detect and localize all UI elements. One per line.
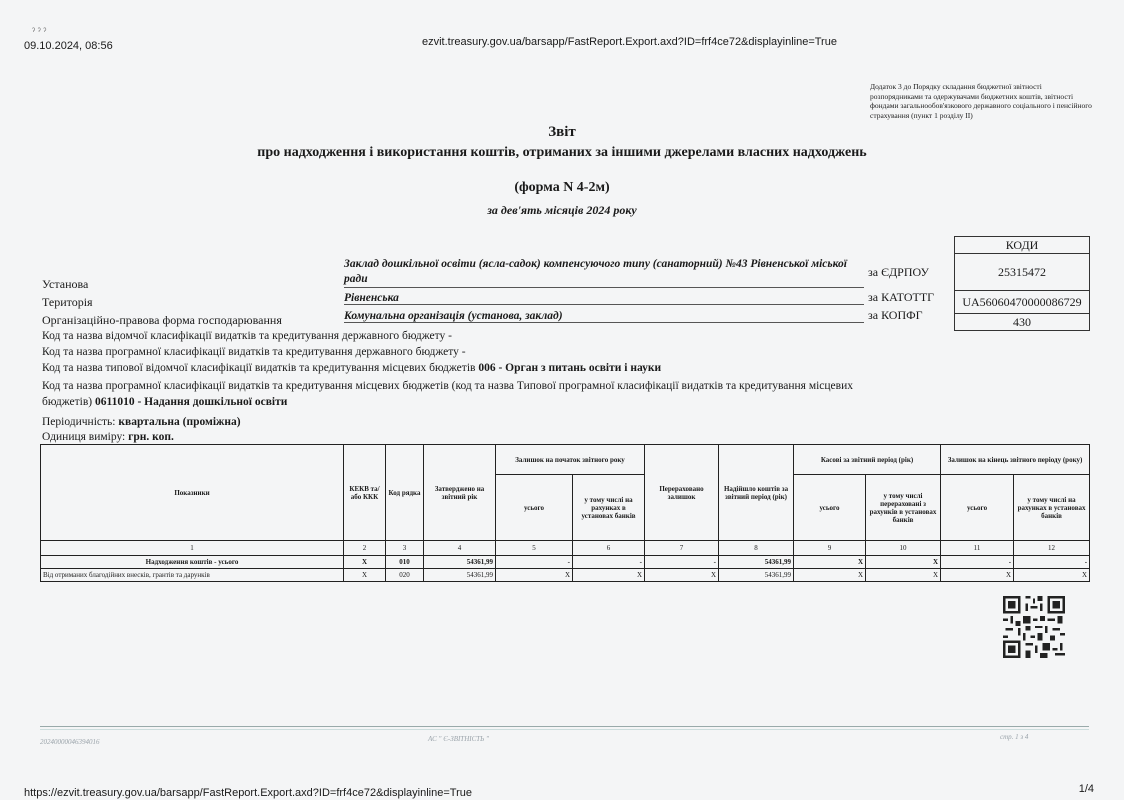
column-number-cell: 1 bbox=[41, 541, 344, 556]
code-edrpou: 25315472 bbox=[955, 253, 1089, 290]
th-cash-exp-transferred: у тому числі перераховані з рахунків в установах банків bbox=[866, 475, 941, 541]
form-number: (форма N 4-2м) bbox=[514, 180, 610, 195]
table-cell: 54361,99 bbox=[719, 556, 794, 569]
table-cell: X bbox=[794, 556, 866, 569]
th-approved: Затверджено на звітний рік bbox=[424, 445, 496, 541]
codes-header: КОДИ bbox=[1005, 238, 1039, 252]
table-cell: X bbox=[344, 556, 386, 569]
classification-line-3-text: Код та назва типової відомчої класифікації видатків та кредитування місцевих бюджетів bbox=[42, 362, 476, 374]
classification-line-3-value: 006 - Орган з питань освіти і науки bbox=[478, 362, 662, 374]
unit-label: Одиниця виміру: bbox=[42, 431, 126, 443]
th-balance-end-bank: у тому числі на рахунках в установах банків bbox=[1014, 475, 1090, 541]
table-cell: - bbox=[645, 556, 719, 569]
report-subtitle: про надходження і використання коштів, отриманих за іншими джерелами власних надходжень bbox=[257, 145, 867, 160]
table-cell: X bbox=[344, 569, 386, 582]
column-number-cell: 11 bbox=[941, 541, 1014, 556]
table-row bbox=[41, 556, 1090, 569]
table-cell: - bbox=[573, 556, 645, 569]
table-cell: 54361,99 bbox=[719, 569, 794, 582]
table-cell: X bbox=[941, 569, 1014, 582]
th-indicators: Показники bbox=[41, 445, 344, 541]
table-cell: X bbox=[573, 569, 645, 582]
column-number-cell: 8 bbox=[719, 541, 794, 556]
column-number-cell: 12 bbox=[1014, 541, 1090, 556]
legal-form-label: Організаційно-правова форма господарювання bbox=[42, 313, 282, 327]
code-kopfg: 430 bbox=[955, 313, 1089, 330]
za-katottg-label: за КАТОТТГ bbox=[868, 290, 935, 304]
table-row bbox=[41, 569, 1090, 582]
table-cell: - bbox=[1014, 556, 1090, 569]
table-cell: 54361,99 bbox=[424, 556, 496, 569]
th-balance-start-bank: у тому числі на рахунках в установах банків bbox=[573, 475, 645, 541]
institution-label: Установа bbox=[42, 277, 89, 291]
column-number-cell: 5 bbox=[496, 541, 573, 556]
th-balance-end-total: усього bbox=[941, 475, 1014, 541]
th-cash-exp-total: усього bbox=[794, 475, 866, 541]
table-cell: X bbox=[496, 569, 573, 582]
classification-line-3 bbox=[42, 362, 661, 374]
page-number-footer: стр. 1 з 4 bbox=[1000, 733, 1029, 741]
classification-line-4-text: Код та назва програмної класифікації видатків та кредитування місцевих бюджетів (код та назва Типової програмної класифікації видатків та кредитування місцевих бюджетів) bbox=[42, 380, 853, 408]
print-page-counter: 1/4 bbox=[1078, 783, 1094, 795]
legal-form-value: Комунальна організація (установа, заклад) bbox=[344, 310, 864, 323]
table-cell: X bbox=[794, 569, 866, 582]
column-number-cell: 2 bbox=[344, 541, 386, 556]
table-cell: - bbox=[496, 556, 573, 569]
system-name: АС " Є-ЗВІТНІСТЬ " bbox=[428, 735, 489, 743]
table-cell: 020 bbox=[386, 569, 424, 582]
th-cash-exp: Касові за звітний період (рік) bbox=[794, 445, 941, 475]
column-numbers-row bbox=[41, 541, 1090, 556]
codes-box bbox=[954, 236, 1090, 331]
footer-separator bbox=[40, 726, 1089, 727]
annex-note: Додаток 3 до Порядку складання бюджетної звітності розпорядниками та одержувачами бюджетних коштів, звітності фондами загальнообов'язкового державного соціального і пенсійного страхування (пункт 1 розділу II) bbox=[870, 82, 1092, 120]
print-datetime: 09.10.2024, 08:56 bbox=[24, 40, 113, 52]
table-cell: X bbox=[866, 556, 941, 569]
za-kopfg-label: за КОПФГ bbox=[868, 308, 923, 322]
print-url-bottom: https://ezvit.treasury.gov.ua/barsapp/FastReport.Export.axd?ID=frf4ce72&displayinline=True bbox=[24, 787, 472, 799]
th-row-code: Код рядка bbox=[386, 445, 424, 541]
periodicity-value: квартальна (проміжна) bbox=[118, 416, 241, 428]
za-edrpou-label: за ЄДРПОУ bbox=[868, 265, 930, 279]
report-title: Звіт bbox=[548, 124, 576, 140]
table-cell: 54361,99 bbox=[424, 569, 496, 582]
table-cell: - bbox=[941, 556, 1014, 569]
th-balance-start: Залишок на початок звітного року bbox=[496, 445, 645, 475]
th-received: Надійшло коштів за звітний період (рік) bbox=[719, 445, 794, 541]
periodicity-label: Періодичність: bbox=[42, 416, 116, 428]
th-balance-start-total: усього bbox=[496, 475, 573, 541]
report-table bbox=[40, 444, 1090, 582]
th-balance-end: Залишок на кінець звітного періоду (року) bbox=[941, 445, 1090, 475]
periodicity bbox=[42, 416, 241, 428]
column-number-cell: 9 bbox=[794, 541, 866, 556]
table-cell: 010 bbox=[386, 556, 424, 569]
th-kekv: КЕКВ та/або ККК bbox=[344, 445, 386, 541]
code-katottg: UA56060470000086729 bbox=[955, 290, 1089, 313]
print-url-top: ezvit.treasury.gov.ua/barsapp/FastReport.Export.axd?ID=frf4ce72&displayinline=True bbox=[422, 36, 837, 48]
column-number-cell: 7 bbox=[645, 541, 719, 556]
column-number-cell: 4 bbox=[424, 541, 496, 556]
institution-value: Заклад дошкільної освіти (ясла-садок) компенсуючого типу (санаторний) №43 Рівненської міської ради bbox=[344, 257, 864, 288]
column-number-cell: 6 bbox=[573, 541, 645, 556]
scan-mark: ˀ ˀ ˀ bbox=[32, 26, 47, 36]
th-transferred: Перераховано залишок bbox=[645, 445, 719, 541]
classification-line-4-value: 0611010 - Надання дошкільної освіти bbox=[94, 396, 288, 408]
table-cell: X bbox=[645, 569, 719, 582]
column-number-cell: 3 bbox=[386, 541, 424, 556]
table-cell: Надходження коштів - усього bbox=[41, 556, 344, 569]
footer-separator-secondary bbox=[40, 729, 1089, 730]
territory-value: Рівненська bbox=[344, 292, 864, 305]
qr-code bbox=[1003, 596, 1065, 658]
report-period: за дев'ять місяців 2024 року bbox=[487, 203, 637, 217]
column-number-cell: 10 bbox=[866, 541, 941, 556]
unit bbox=[42, 431, 174, 443]
table-cell: X bbox=[1014, 569, 1090, 582]
classification-line-1: Код та назва відомчої класифікації видатків та кредитування державного бюджету - bbox=[42, 330, 452, 342]
territory-label: Територія bbox=[42, 295, 93, 309]
classification-line-2: Код та назва програмної класифікації видатків та кредитування державного бюджету - bbox=[42, 346, 466, 358]
unit-value: грн. коп. bbox=[128, 431, 174, 443]
classification-line-4 bbox=[42, 378, 862, 410]
table-cell: Від отриманих благодійних внесків, грантів та дарунків bbox=[41, 569, 344, 582]
doc-id: 20240000046394016 bbox=[40, 738, 100, 746]
table-cell: X bbox=[866, 569, 941, 582]
